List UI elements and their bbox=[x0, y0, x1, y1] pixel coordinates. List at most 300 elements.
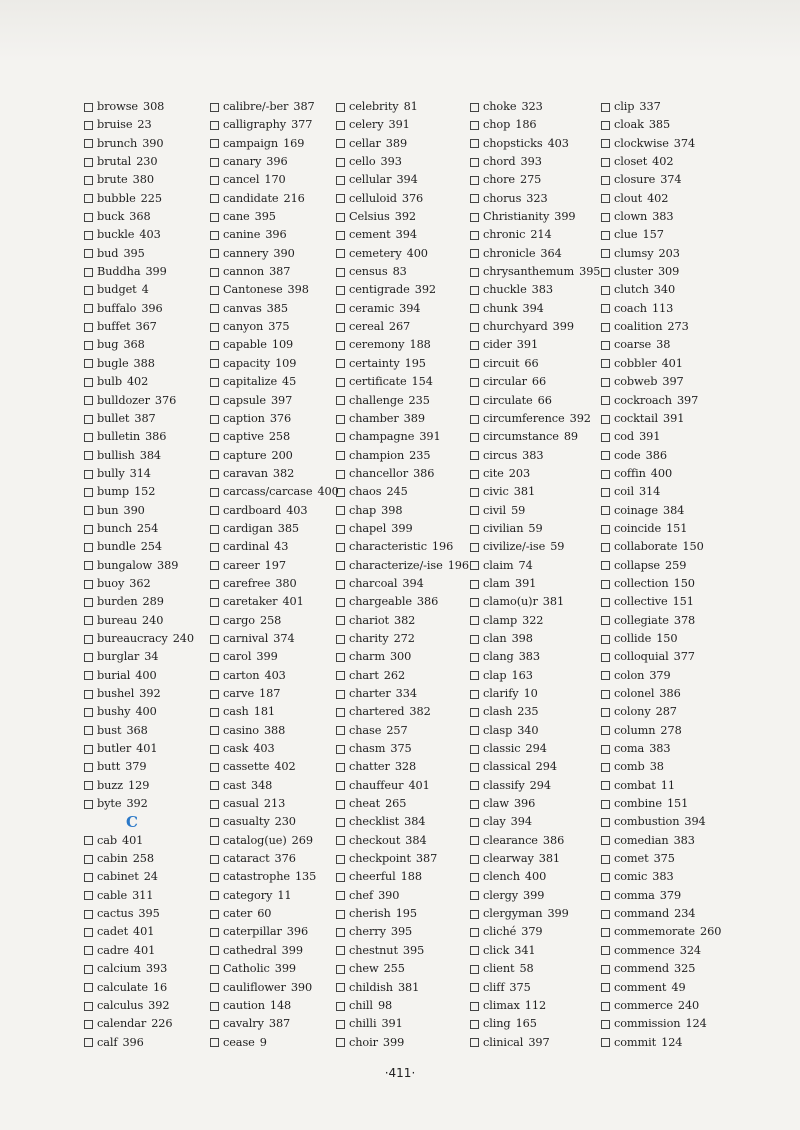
word-text: chancellor bbox=[349, 466, 409, 480]
checkbox[interactable] bbox=[84, 983, 93, 992]
checkbox[interactable] bbox=[336, 286, 345, 295]
checkbox[interactable] bbox=[601, 781, 610, 790]
checkbox[interactable] bbox=[84, 745, 93, 754]
checkbox[interactable] bbox=[601, 323, 610, 332]
checkbox[interactable] bbox=[336, 598, 345, 607]
checkbox[interactable] bbox=[336, 1002, 345, 1011]
word-text: bunch bbox=[97, 521, 132, 535]
checkbox[interactable] bbox=[84, 653, 93, 662]
checkbox[interactable] bbox=[84, 470, 93, 479]
checkbox[interactable] bbox=[210, 800, 219, 809]
checkbox[interactable] bbox=[470, 231, 479, 240]
checkbox[interactable] bbox=[210, 121, 219, 130]
checkbox[interactable] bbox=[210, 616, 219, 625]
checkbox[interactable] bbox=[336, 341, 345, 350]
checkbox[interactable] bbox=[336, 121, 345, 130]
checkbox[interactable] bbox=[470, 855, 479, 864]
checkbox[interactable] bbox=[601, 946, 610, 955]
checkbox[interactable] bbox=[210, 378, 219, 387]
checkbox[interactable] bbox=[84, 763, 93, 772]
checkbox[interactable] bbox=[470, 378, 479, 387]
checkbox[interactable] bbox=[601, 836, 610, 845]
checkbox[interactable] bbox=[601, 891, 610, 900]
checkbox[interactable] bbox=[470, 1002, 479, 1011]
page-ref: 382 bbox=[409, 705, 431, 719]
checkbox[interactable] bbox=[601, 873, 610, 882]
word-entry bbox=[336, 153, 470, 171]
checkbox[interactable] bbox=[84, 726, 93, 735]
checkbox[interactable] bbox=[84, 451, 93, 460]
checkbox[interactable] bbox=[84, 506, 93, 515]
checkbox[interactable] bbox=[84, 231, 93, 240]
checkbox[interactable] bbox=[84, 855, 93, 864]
checkbox[interactable] bbox=[210, 690, 219, 699]
checkbox[interactable] bbox=[84, 873, 93, 882]
word-entry bbox=[84, 336, 210, 354]
checkbox[interactable] bbox=[210, 598, 219, 607]
word-text: clang bbox=[483, 650, 514, 664]
checkbox[interactable] bbox=[470, 781, 479, 790]
checkbox[interactable] bbox=[601, 341, 610, 350]
word-entry bbox=[336, 538, 470, 556]
checkbox[interactable] bbox=[601, 561, 610, 570]
checkbox[interactable] bbox=[470, 635, 479, 644]
checkbox[interactable] bbox=[210, 176, 219, 185]
checkbox[interactable] bbox=[210, 928, 219, 937]
checkbox[interactable] bbox=[84, 176, 93, 185]
checkbox[interactable] bbox=[336, 1038, 345, 1047]
checkbox[interactable] bbox=[470, 946, 479, 955]
checkbox[interactable] bbox=[84, 891, 93, 900]
checkbox[interactable] bbox=[210, 836, 219, 845]
word-entry bbox=[336, 263, 470, 281]
checkbox[interactable] bbox=[84, 194, 93, 203]
checkbox[interactable] bbox=[336, 525, 345, 534]
checkbox[interactable] bbox=[84, 910, 93, 919]
checkbox[interactable] bbox=[210, 470, 219, 479]
checkbox[interactable] bbox=[84, 616, 93, 625]
checkbox[interactable] bbox=[470, 213, 479, 222]
checkbox[interactable] bbox=[336, 763, 345, 772]
checkbox[interactable] bbox=[336, 855, 345, 864]
checkbox[interactable] bbox=[470, 396, 479, 405]
checkbox[interactable] bbox=[470, 836, 479, 845]
checkbox[interactable] bbox=[210, 983, 219, 992]
checkbox[interactable] bbox=[210, 543, 219, 552]
checkbox[interactable] bbox=[84, 323, 93, 332]
checkbox[interactable] bbox=[84, 671, 93, 680]
checkbox[interactable] bbox=[336, 249, 345, 258]
checkbox[interactable] bbox=[336, 635, 345, 644]
checkbox[interactable] bbox=[84, 158, 93, 167]
checkbox[interactable] bbox=[336, 433, 345, 442]
checkbox[interactable] bbox=[336, 359, 345, 368]
checkbox[interactable] bbox=[210, 249, 219, 258]
checkbox[interactable] bbox=[470, 708, 479, 717]
checkbox[interactable] bbox=[210, 635, 219, 644]
checkbox[interactable] bbox=[470, 525, 479, 534]
checkbox[interactable] bbox=[84, 139, 93, 148]
checkbox[interactable] bbox=[601, 598, 610, 607]
checkbox[interactable] bbox=[336, 470, 345, 479]
checkbox[interactable] bbox=[470, 139, 479, 148]
checkbox[interactable] bbox=[336, 891, 345, 900]
checkbox[interactable] bbox=[210, 139, 219, 148]
checkbox[interactable] bbox=[210, 946, 219, 955]
checkbox[interactable] bbox=[210, 451, 219, 460]
checkbox[interactable] bbox=[336, 580, 345, 589]
checkbox[interactable] bbox=[210, 506, 219, 515]
word-text: canine bbox=[223, 228, 261, 242]
checkbox[interactable] bbox=[601, 690, 610, 699]
word-entry bbox=[336, 575, 470, 593]
checkbox[interactable] bbox=[601, 194, 610, 203]
checkbox[interactable] bbox=[470, 121, 479, 130]
checkbox[interactable] bbox=[84, 121, 93, 130]
checkbox[interactable] bbox=[470, 800, 479, 809]
checkbox[interactable] bbox=[601, 451, 610, 460]
word-entry bbox=[470, 758, 601, 776]
checkbox[interactable] bbox=[84, 1002, 93, 1011]
checkbox[interactable] bbox=[470, 745, 479, 754]
checkbox[interactable] bbox=[601, 139, 610, 148]
checkbox[interactable] bbox=[601, 543, 610, 552]
checkbox[interactable] bbox=[84, 635, 93, 644]
checkbox[interactable] bbox=[470, 580, 479, 589]
checkbox[interactable] bbox=[601, 763, 610, 772]
checkbox[interactable] bbox=[336, 653, 345, 662]
checkbox[interactable] bbox=[84, 781, 93, 790]
checkbox[interactable] bbox=[336, 506, 345, 515]
checkbox[interactable] bbox=[601, 928, 610, 937]
checkbox[interactable] bbox=[336, 726, 345, 735]
checkbox[interactable] bbox=[210, 745, 219, 754]
checkbox[interactable] bbox=[84, 928, 93, 937]
checkbox[interactable] bbox=[601, 488, 610, 497]
checkbox[interactable] bbox=[470, 873, 479, 882]
checkbox[interactable] bbox=[470, 488, 479, 497]
checkbox[interactable] bbox=[470, 268, 479, 277]
checkbox[interactable] bbox=[336, 415, 345, 424]
checkbox[interactable] bbox=[210, 286, 219, 295]
checkbox[interactable] bbox=[601, 231, 610, 240]
checkbox[interactable] bbox=[470, 103, 479, 112]
checkbox[interactable] bbox=[470, 194, 479, 203]
checkbox[interactable] bbox=[601, 378, 610, 387]
checkbox[interactable] bbox=[336, 616, 345, 625]
checkbox[interactable] bbox=[210, 194, 219, 203]
checkbox[interactable] bbox=[210, 359, 219, 368]
checkbox[interactable] bbox=[601, 213, 610, 222]
checkbox[interactable] bbox=[470, 1020, 479, 1029]
word-text: circumstance bbox=[483, 430, 559, 444]
checkbox[interactable] bbox=[210, 415, 219, 424]
checkbox[interactable] bbox=[84, 213, 93, 222]
checkbox[interactable] bbox=[336, 323, 345, 332]
checkbox[interactable] bbox=[210, 396, 219, 405]
checkbox[interactable] bbox=[470, 359, 479, 368]
word-text: cod bbox=[614, 430, 635, 444]
checkbox[interactable] bbox=[84, 708, 93, 717]
word-entry bbox=[470, 923, 601, 941]
checkbox[interactable] bbox=[210, 488, 219, 497]
checkbox[interactable] bbox=[601, 855, 610, 864]
checkbox[interactable] bbox=[601, 726, 610, 735]
checkbox[interactable] bbox=[470, 1038, 479, 1047]
word-text: command bbox=[614, 907, 670, 921]
page-ref: 376 bbox=[269, 411, 292, 425]
checkbox[interactable] bbox=[470, 341, 479, 350]
checkbox[interactable] bbox=[470, 433, 479, 442]
checkbox[interactable] bbox=[470, 506, 479, 515]
checkbox[interactable] bbox=[210, 763, 219, 772]
checkbox[interactable] bbox=[210, 726, 219, 735]
checkbox[interactable] bbox=[601, 1038, 610, 1047]
checkbox[interactable] bbox=[601, 525, 610, 534]
checkbox[interactable] bbox=[470, 928, 479, 937]
checkbox[interactable] bbox=[601, 818, 610, 827]
checkbox[interactable] bbox=[336, 488, 345, 497]
checkbox[interactable] bbox=[210, 213, 219, 222]
page-ref: 380 bbox=[132, 173, 154, 187]
checkbox[interactable] bbox=[470, 323, 479, 332]
checkbox[interactable] bbox=[84, 598, 93, 607]
word-text: clan bbox=[483, 631, 507, 645]
checkbox[interactable] bbox=[470, 451, 479, 460]
checkbox[interactable] bbox=[601, 580, 610, 589]
checkbox[interactable] bbox=[601, 635, 610, 644]
checkbox[interactable] bbox=[84, 561, 93, 570]
checkbox[interactable] bbox=[336, 910, 345, 919]
word-entry bbox=[210, 520, 336, 538]
word-text: cassette bbox=[223, 760, 270, 774]
checkbox[interactable] bbox=[601, 433, 610, 442]
checkbox[interactable] bbox=[210, 708, 219, 717]
checkbox[interactable] bbox=[336, 396, 345, 405]
checkbox[interactable] bbox=[336, 378, 345, 387]
page-ref: 154 bbox=[411, 375, 433, 389]
checkbox[interactable] bbox=[601, 176, 610, 185]
checkbox[interactable] bbox=[470, 249, 479, 258]
checkbox[interactable] bbox=[210, 341, 219, 350]
checkbox[interactable] bbox=[336, 983, 345, 992]
checkbox[interactable] bbox=[210, 873, 219, 882]
word-text: characteristic bbox=[349, 540, 427, 554]
checkbox[interactable] bbox=[336, 873, 345, 882]
checkbox[interactable] bbox=[601, 671, 610, 680]
word-text: carol bbox=[223, 650, 252, 664]
word-text: capitalize bbox=[223, 375, 278, 389]
checkbox[interactable] bbox=[336, 213, 345, 222]
checkbox[interactable] bbox=[84, 433, 93, 442]
checkbox[interactable] bbox=[210, 891, 219, 900]
checkbox[interactable] bbox=[336, 946, 345, 955]
checkbox[interactable] bbox=[336, 304, 345, 313]
checkbox[interactable] bbox=[601, 506, 610, 515]
page-ref: 314 bbox=[638, 485, 661, 499]
word-entry bbox=[210, 1015, 336, 1033]
checkbox[interactable] bbox=[84, 800, 93, 809]
checkbox[interactable] bbox=[210, 561, 219, 570]
checkbox[interactable] bbox=[84, 836, 93, 845]
checkbox[interactable] bbox=[470, 965, 479, 974]
word-entry bbox=[210, 795, 336, 813]
checkbox[interactable] bbox=[210, 1020, 219, 1029]
word-text: candidate bbox=[223, 191, 279, 205]
checkbox[interactable] bbox=[336, 194, 345, 203]
checkbox[interactable] bbox=[470, 983, 479, 992]
checkbox[interactable] bbox=[470, 543, 479, 552]
checkbox[interactable] bbox=[601, 983, 610, 992]
checkbox[interactable] bbox=[601, 470, 610, 479]
checkbox[interactable] bbox=[336, 671, 345, 680]
checkbox[interactable] bbox=[84, 543, 93, 552]
word-text: coach bbox=[614, 301, 647, 315]
page-ref: 308 bbox=[143, 100, 165, 113]
checkbox[interactable] bbox=[601, 653, 610, 662]
checkbox[interactable] bbox=[601, 396, 610, 405]
checkbox[interactable] bbox=[601, 745, 610, 754]
checkbox[interactable] bbox=[84, 690, 93, 699]
checkbox[interactable] bbox=[601, 103, 610, 112]
checkbox[interactable] bbox=[336, 708, 345, 717]
checkbox[interactable] bbox=[336, 231, 345, 240]
checkbox[interactable] bbox=[210, 158, 219, 167]
checkbox[interactable] bbox=[470, 304, 479, 313]
page-ref: 394 bbox=[510, 815, 532, 829]
checkbox[interactable] bbox=[210, 910, 219, 919]
checkbox[interactable] bbox=[336, 836, 345, 845]
word-text: chronicle bbox=[483, 246, 536, 260]
checkbox[interactable] bbox=[336, 1020, 345, 1029]
checkbox[interactable] bbox=[336, 158, 345, 167]
word-text: cadet bbox=[97, 925, 129, 939]
checkbox[interactable] bbox=[84, 488, 93, 497]
checkbox[interactable] bbox=[84, 268, 93, 277]
checkbox[interactable] bbox=[210, 671, 219, 680]
checkbox[interactable] bbox=[601, 359, 610, 368]
checkbox[interactable] bbox=[470, 690, 479, 699]
checkbox[interactable] bbox=[84, 415, 93, 424]
word-entry bbox=[470, 208, 601, 226]
checkbox[interactable] bbox=[470, 561, 479, 570]
checkbox[interactable] bbox=[336, 268, 345, 277]
checkbox[interactable] bbox=[601, 708, 610, 717]
checkbox[interactable] bbox=[336, 561, 345, 570]
checkbox[interactable] bbox=[601, 616, 610, 625]
checkbox[interactable] bbox=[210, 268, 219, 277]
checkbox[interactable] bbox=[210, 433, 219, 442]
checkbox[interactable] bbox=[210, 855, 219, 864]
checkbox[interactable] bbox=[84, 946, 93, 955]
checkbox[interactable] bbox=[601, 965, 610, 974]
checkbox[interactable] bbox=[470, 598, 479, 607]
checkbox[interactable] bbox=[336, 690, 345, 699]
checkbox[interactable] bbox=[336, 103, 345, 112]
checkbox[interactable] bbox=[84, 396, 93, 405]
checkbox[interactable] bbox=[470, 470, 479, 479]
checkbox[interactable] bbox=[470, 176, 479, 185]
checkbox[interactable] bbox=[336, 745, 345, 754]
checkbox[interactable] bbox=[470, 616, 479, 625]
checkbox[interactable] bbox=[210, 304, 219, 313]
checkbox[interactable] bbox=[470, 891, 479, 900]
checkbox[interactable] bbox=[84, 341, 93, 350]
checkbox[interactable] bbox=[336, 543, 345, 552]
checkbox[interactable] bbox=[470, 726, 479, 735]
word-entry bbox=[470, 281, 601, 299]
checkbox[interactable] bbox=[210, 323, 219, 332]
checkbox[interactable] bbox=[336, 965, 345, 974]
checkbox[interactable] bbox=[210, 1038, 219, 1047]
checkbox[interactable] bbox=[336, 451, 345, 460]
word-entry bbox=[601, 758, 721, 776]
checkbox[interactable] bbox=[470, 286, 479, 295]
checkbox[interactable] bbox=[470, 653, 479, 662]
checkbox[interactable] bbox=[336, 800, 345, 809]
checkbox[interactable] bbox=[210, 965, 219, 974]
checkbox[interactable] bbox=[84, 304, 93, 313]
checkbox[interactable] bbox=[84, 286, 93, 295]
checkbox[interactable] bbox=[84, 965, 93, 974]
checkbox[interactable] bbox=[470, 158, 479, 167]
checkbox[interactable] bbox=[470, 910, 479, 919]
word-text: caravan bbox=[223, 466, 268, 480]
checkbox[interactable] bbox=[601, 1002, 610, 1011]
checkbox[interactable] bbox=[84, 525, 93, 534]
checkbox[interactable] bbox=[601, 268, 610, 277]
checkbox[interactable] bbox=[210, 103, 219, 112]
checkbox[interactable] bbox=[336, 781, 345, 790]
checkbox[interactable] bbox=[470, 415, 479, 424]
checkbox[interactable] bbox=[336, 176, 345, 185]
checkbox[interactable] bbox=[210, 818, 219, 827]
checkbox[interactable] bbox=[601, 286, 610, 295]
checkbox[interactable] bbox=[601, 158, 610, 167]
checkbox[interactable] bbox=[210, 580, 219, 589]
checkbox[interactable] bbox=[336, 139, 345, 148]
checkbox[interactable] bbox=[84, 580, 93, 589]
checkbox[interactable] bbox=[336, 928, 345, 937]
checkbox[interactable] bbox=[84, 378, 93, 387]
checkbox[interactable] bbox=[210, 1002, 219, 1011]
checkbox[interactable] bbox=[470, 818, 479, 827]
checkbox[interactable] bbox=[601, 910, 610, 919]
checkbox[interactable] bbox=[210, 231, 219, 240]
checkbox[interactable] bbox=[84, 1038, 93, 1047]
checkbox[interactable] bbox=[210, 653, 219, 662]
checkbox[interactable] bbox=[84, 249, 93, 258]
page-ref: 389 bbox=[385, 136, 408, 150]
checkbox[interactable] bbox=[470, 671, 479, 680]
checkbox[interactable] bbox=[601, 415, 610, 424]
checkbox[interactable] bbox=[601, 800, 610, 809]
checkbox[interactable] bbox=[601, 249, 610, 258]
checkbox[interactable] bbox=[601, 1020, 610, 1029]
word-text: cemetery bbox=[349, 246, 402, 260]
checkbox[interactable] bbox=[336, 818, 345, 827]
word-text: carton bbox=[223, 668, 260, 682]
checkbox[interactable] bbox=[210, 525, 219, 534]
checkbox[interactable] bbox=[84, 1020, 93, 1029]
checkbox[interactable] bbox=[601, 304, 610, 313]
checkbox[interactable] bbox=[470, 763, 479, 772]
checkbox[interactable] bbox=[84, 103, 93, 112]
word-text: clay bbox=[483, 815, 506, 829]
checkbox[interactable] bbox=[210, 781, 219, 790]
checkbox[interactable] bbox=[84, 359, 93, 368]
checkbox[interactable] bbox=[601, 121, 610, 130]
